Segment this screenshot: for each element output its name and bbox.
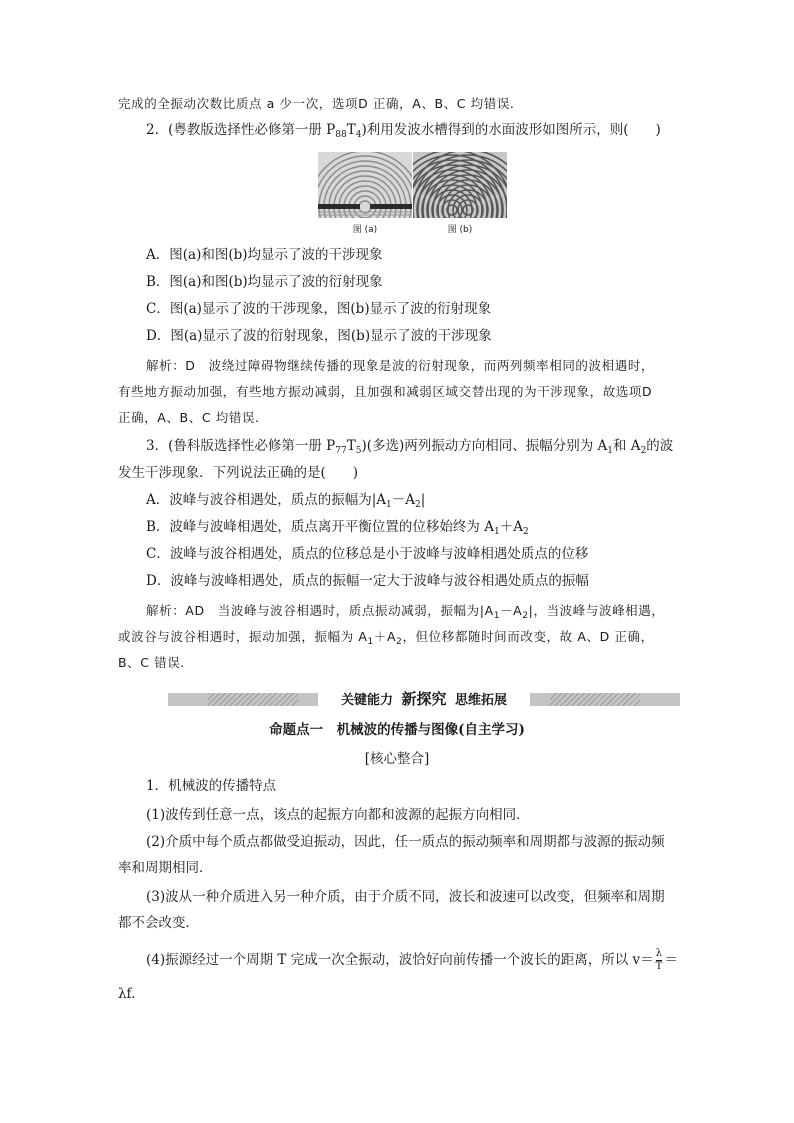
- subscript: 1: [493, 527, 500, 537]
- text-span: 的波: [646, 438, 674, 454]
- text-span: 2．(粤教版选择性必修第一册 P: [146, 122, 336, 138]
- answer-q1-tail: 完成的全振动次数比质点 a 少一次，选项D 正确，A、B、C 均错误.: [118, 96, 515, 111]
- subscript: 77: [335, 446, 347, 456]
- q2-answer-line-3: 正确，A、B、C 均错误.: [118, 410, 260, 425]
- subscript: 1: [367, 637, 374, 647]
- question-2-stem: [146, 121, 661, 144]
- text-span: 和 A: [613, 438, 641, 454]
- question-3-stem-line-2: 发生干涉现象．下列说法正确的是( ): [118, 465, 359, 481]
- banner-text: [318, 690, 530, 708]
- text-span: －A: [391, 492, 416, 508]
- banner-hatch-left: [208, 693, 298, 706]
- text-span: |，当波峰与波峰相遇，: [528, 603, 665, 618]
- paragraph-3-line-2: 率和周期相同．: [118, 860, 213, 876]
- text-span: )利用发波水槽得到的水面波形如图所示，则( ): [361, 122, 661, 138]
- text-span: (4)振源经过一个周期 T 完成一次全振动，波恰好向前传播一个波长的距离，所以 v＝: [146, 952, 654, 968]
- text-span: )(多选)两列振动方向相同、振幅分别为 A: [361, 438, 608, 454]
- question-3-stem: [146, 437, 673, 460]
- banner-left-text: 关键能力: [340, 693, 393, 708]
- figure-a-diffraction-image: [318, 152, 412, 222]
- q3-answer-line-1: [146, 602, 664, 625]
- paragraph-4-line-2: 都不会改变．: [118, 915, 199, 931]
- section-title: 命题点一 机械波的传播与图像(自主学习): [269, 722, 525, 738]
- text-span: －A: [500, 603, 523, 618]
- subscript: 2: [640, 446, 647, 456]
- q2-option-b: B．图(a)和图(b)均显示了波的衍射现象: [146, 274, 383, 290]
- text-span: ＋A: [373, 629, 397, 644]
- fraction: [656, 948, 663, 973]
- banner-hatch-right: [550, 693, 640, 706]
- figure-a-caption: 图 (a): [352, 225, 378, 235]
- text-span: ，但位移都随时间而改变，故 A、D 正确，: [402, 629, 654, 644]
- banner-right-text: 思维拓展: [455, 693, 508, 708]
- text-span: 解析：AD 当波峰与波谷相遇时，质点振动减弱，振幅为|A: [146, 603, 494, 618]
- text-span: 3．(鲁科版选择性必修第一册 P: [146, 438, 336, 454]
- q3-answer-line-3: B、C 错误.: [118, 655, 185, 670]
- figure-b-caption: 图 (b): [447, 225, 473, 235]
- paragraph-1: 1．机械波的传播特点: [146, 778, 277, 794]
- paragraph-5-line-1: [146, 948, 678, 973]
- q3-option-a: [146, 491, 425, 514]
- figure-b-interference-image: [413, 152, 507, 222]
- subscript: 5: [355, 446, 362, 456]
- text-span: 或波谷与波谷相遇时，振动加强，振幅为 A: [118, 629, 368, 644]
- paragraph-4-line-1: (3)波从一种介质进入另一种介质，由于介质不同，波长和波速可以改变，但频率和周期: [146, 889, 665, 905]
- paragraph-2: (1)波传到任意一点，该点的起振方向都和波源的起振方向相同．: [146, 807, 530, 823]
- q2-option-a: A．图(a)和图(b)均显示了波的干涉现象: [146, 247, 383, 263]
- text-span: B．波峰与波峰相遇处，质点离开平衡位置的位移始终为 A: [146, 519, 494, 535]
- text-span: T: [346, 122, 356, 138]
- q3-option-b: [146, 518, 529, 541]
- section-subtitle: [核心整合]: [364, 751, 430, 767]
- subscript: 2: [415, 500, 421, 510]
- subscript: 1: [386, 500, 392, 510]
- text-span: ＋A: [499, 519, 523, 535]
- text-span: |: [420, 492, 426, 508]
- fraction-numerator: λ: [655, 948, 663, 959]
- paragraph-5-line-2: λf.: [118, 986, 136, 1002]
- subscript: 4: [355, 130, 362, 140]
- q3-answer-line-2: [118, 628, 654, 651]
- subscript: 2: [396, 637, 403, 647]
- text-span: ＝: [664, 952, 678, 968]
- subscript: 88: [335, 130, 347, 140]
- banner-mid-text: 新探究: [401, 690, 447, 708]
- text-span: T: [346, 438, 356, 454]
- q3-option-d: D．波峰与波峰相遇处，质点的振幅一定大于波峰与波谷相遇处质点的振幅: [146, 573, 589, 589]
- paragraph-3-line-1: (2)介质中每个质点都做受迫振动，因此，任一质点的振动频率和周期都与波源的振动频: [146, 834, 665, 850]
- q2-option-c: C．图(a)显示了波的干涉现象，图(b)显示了波的衍射现象: [146, 301, 492, 317]
- q2-answer-line-1: 解析：D 波绕过障碍物继续传播的现象是波的衍射现象，而两列频率相同的波相遇时，: [146, 358, 655, 373]
- subscript: 1: [607, 446, 614, 456]
- text-span: A．波峰与波谷相遇处，质点的振幅为|A: [146, 492, 387, 508]
- subscript: 2: [522, 527, 529, 537]
- q3-option-c: C．波峰与波谷相遇处，质点的位移总是小于波峰与波峰相遇处质点的位移: [146, 546, 589, 562]
- section-banner: [168, 690, 680, 708]
- fraction-denominator: T: [655, 961, 663, 972]
- subscript: 2: [522, 611, 529, 621]
- q2-answer-line-2: 有些地方振动加强，有些地方振动减弱，且加强和减弱区域交替出现的为干涉现象，故选项D: [118, 384, 653, 399]
- subscript: 1: [493, 611, 501, 621]
- q2-option-d: D．图(a)显示了波的衍射现象，图(b)显示了波的干涉现象: [146, 328, 492, 344]
